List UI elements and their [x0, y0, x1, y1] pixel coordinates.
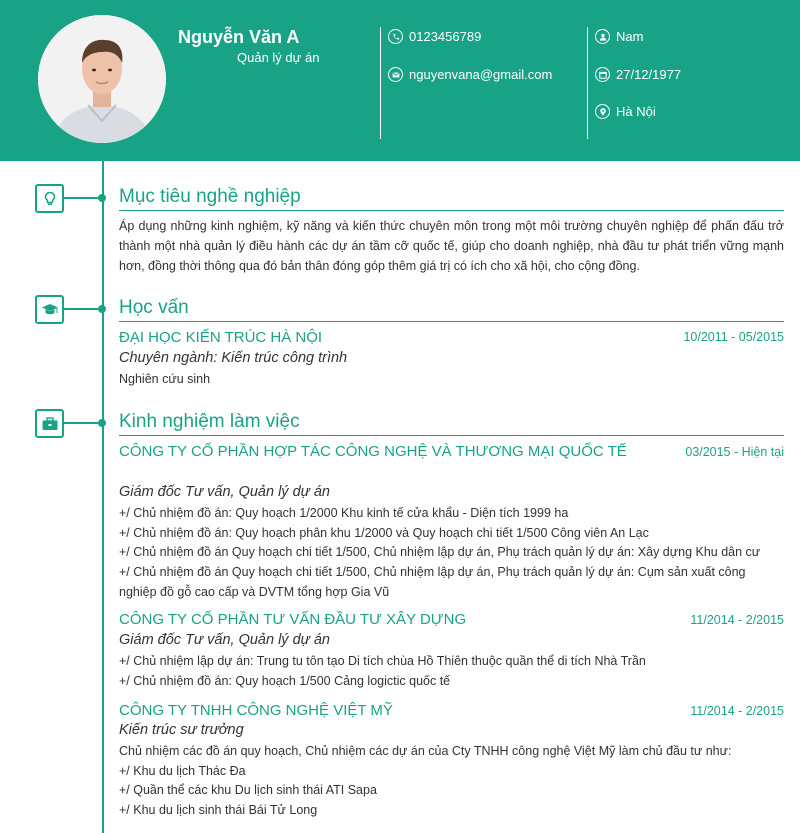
job-detail-line: +/ Khu du lịch sinh thái Bái Tử Long: [119, 803, 318, 817]
gender-contact: [595, 29, 643, 44]
job-date: 11/2014 - 2/2015: [690, 704, 784, 718]
job-detail-line: +/ Chủ nhiệm đồ án: Quy hoạch 1/500 Cảng logictic quốc tế: [119, 674, 451, 688]
email-contact: [388, 67, 552, 82]
header-band: [0, 0, 800, 161]
timeline-dot: [98, 305, 106, 313]
education-title: Học vấn: [119, 297, 189, 318]
timeline-connector: [64, 197, 100, 199]
avatar: [38, 15, 166, 143]
email-text: nguyenvana@gmail.com: [409, 67, 553, 82]
job-detail-line: +/ Quần thể các khu Du lịch sinh thái ATI Sapa: [119, 783, 377, 797]
phone-text: 0123456789: [409, 29, 482, 44]
job-detail-line: +/ Chủ nhiệm đồ án: Quy hoạch 1/2000 Khu kinh tế cửa khẩu - Diện tích 1999 ha: [119, 506, 569, 520]
job-detail-line: +/ Chủ nhiệm đồ án Quy hoạch chi tiết 1/500, Chủ nhiệm lập dự án, Phụ trách quản lý dự án: Xây dựng Khu dân cư: [119, 545, 761, 559]
dob-text: 27/12/1977: [616, 67, 682, 82]
location-text: Hà Nội: [616, 104, 656, 119]
job-company: CÔNG TY TNHH CÔNG NGHỆ VIỆT MỸ: [119, 702, 393, 719]
education-major: Chuyên ngành: Kiến trúc công trình: [119, 350, 348, 366]
job-date: 11/2014 - 2/2015: [690, 613, 784, 627]
user-icon: [595, 29, 610, 44]
job-date: 03/2015 - Hiện tại: [685, 445, 784, 459]
calendar-icon: [595, 67, 610, 82]
job-position: Kiến trúc sư trưởng: [119, 722, 244, 738]
job-detail-line: +/ Chủ nhiệm lập dự án: Trung tu tôn tạo Di tích chùa Hồ Thiên thuộc quần thể di tích Nhà Trần: [119, 654, 646, 668]
profile-name: Nguyễn Văn A: [178, 27, 300, 47]
dob-contact: [595, 67, 681, 82]
briefcase-icon: [35, 409, 64, 438]
phone-contact: [388, 29, 481, 44]
timeline-dot: [98, 194, 106, 202]
timeline-connector: [64, 308, 100, 310]
objective-title: Mục tiêu nghề nghiệp: [119, 186, 301, 207]
section-rule: [119, 435, 784, 436]
education-date: 10/2011 - 05/2015: [683, 330, 784, 344]
location-contact: [595, 104, 656, 119]
section-rule: [119, 210, 784, 211]
gender-text: Nam: [616, 29, 644, 44]
section-rule: [119, 321, 784, 322]
timeline-line: [102, 161, 104, 833]
map-pin-icon: [595, 104, 610, 119]
school-name: ĐẠI HỌC KIẾN TRÚC HÀ NỘI: [119, 329, 323, 346]
graduation-cap-icon: [35, 295, 64, 324]
lightbulb-icon: [35, 184, 64, 213]
profile-role: Quản lý dự án: [237, 50, 320, 65]
objective-text: Áp dụng những kinh nghiệm, kỹ năng và kiến thức chuyên môn trong một môi trường chuyên nghiệp để phấn đấu trở thành một nhà quản lý điều hành các dự án tầm cỡ quốc tế, giúp cho doanh nghiệp, nhà đầu tư phát triển vững mạnh hơn, đồng thời thông qua đó bản thân đóng góp thêm giá trị có ích cho xã hội, cho cộng đồng.: [119, 219, 784, 273]
education-note: Nghiên cứu sinh: [119, 372, 211, 386]
envelope-icon: [388, 67, 403, 82]
job-company: CÔNG TY CỔ PHẦN HỢP TÁC CÔNG NGHỆ VÀ THƯƠNG MẠI QUỐC TẾ: [119, 443, 627, 460]
job-detail-line: +/ Khu du lịch Thác Đa: [119, 764, 246, 778]
job-detail-line: Chủ nhiệm các đồ án quy hoạch, Chủ nhiệm các dự án của Cty TNHH công nghệ Việt Mỹ làm chủ đầu tư như:: [119, 744, 732, 758]
header-divider: [380, 27, 381, 139]
experience-title: Kinh nghiệm làm việc: [119, 411, 300, 432]
header-divider: [587, 27, 588, 139]
job-position: Giám đốc Tư vấn, Quản lý dự án: [119, 484, 331, 500]
timeline-dot: [98, 419, 106, 427]
timeline-connector: [64, 422, 100, 424]
job-company: CÔNG TY CỔ PHẦN TƯ VẤN ĐẦU TƯ XÂY DỰNG: [119, 611, 467, 628]
phone-icon: [388, 29, 403, 44]
job-detail-line: +/ Chủ nhiệm đồ án: Quy hoạch phân khu 1/2000 và Quy hoạch chi tiết 1/500 Công viên An Lạc: [119, 526, 649, 540]
job-position: Giám đốc Tư vấn, Quản lý dự án: [119, 632, 331, 648]
job-detail-line: +/ Chủ nhiệm đồ án Quy hoạch chi tiết 1/500, Chủ nhiệm lập dự án, Phụ trách quản lý dự án: Cụm sản xuất công nghiệp đồ gỗ cao cấp và DVTM tổng hợp Gia Vũ: [119, 565, 746, 599]
